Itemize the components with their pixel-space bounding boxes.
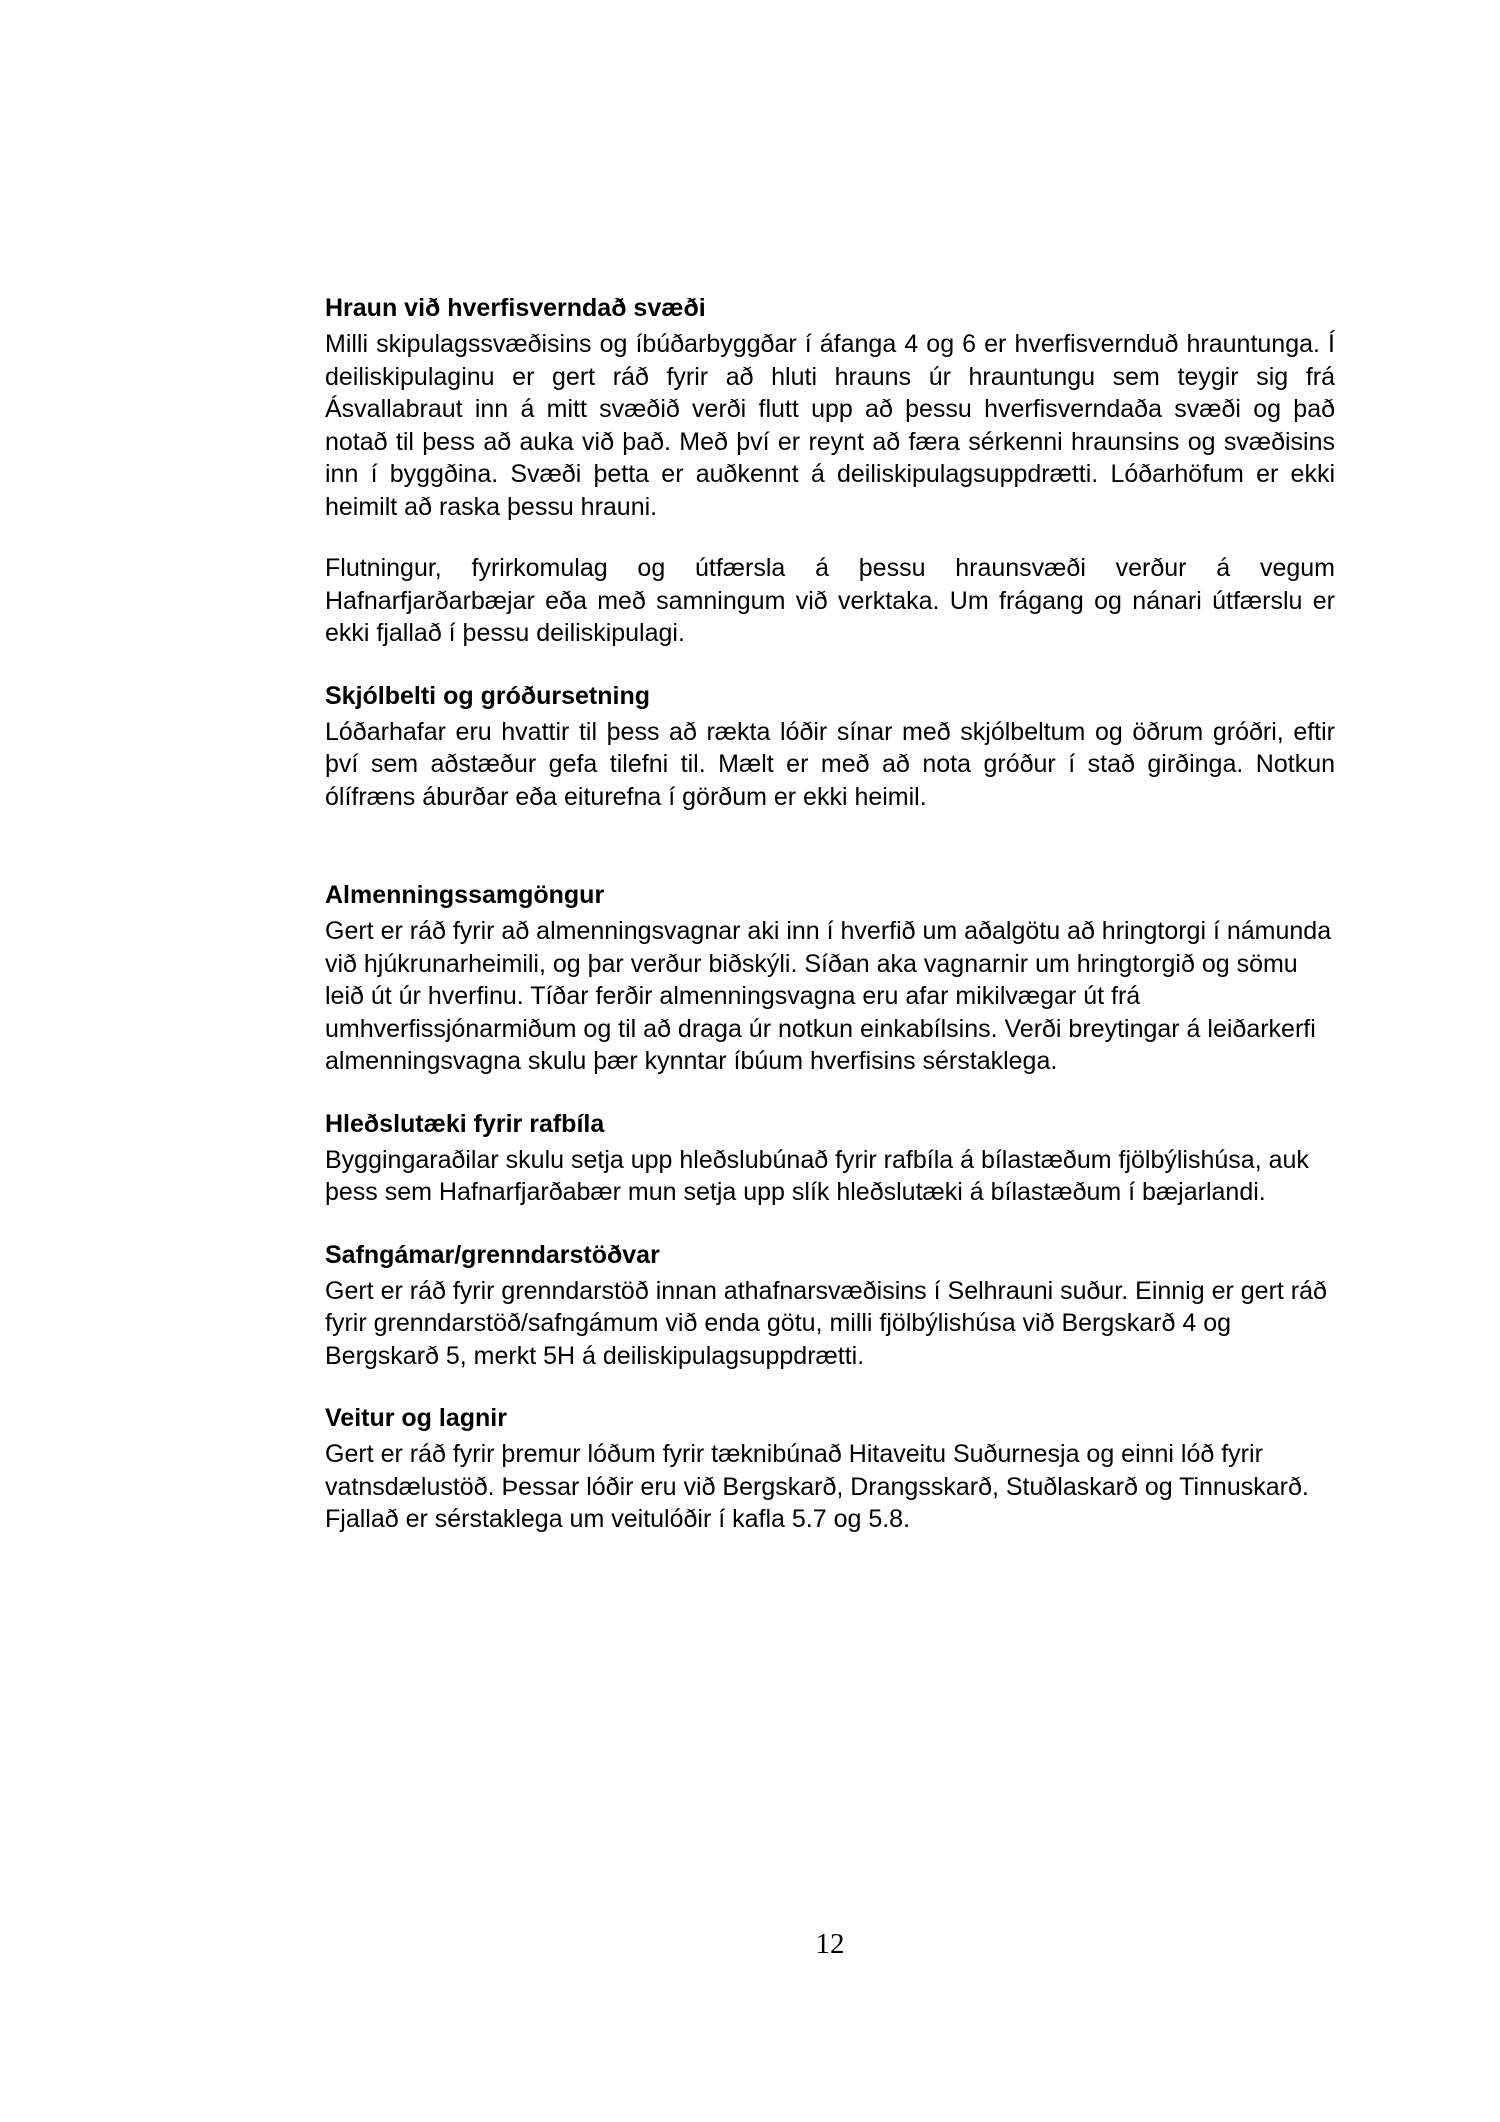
section-paragraph: Gert er ráð fyrir grenndarstöð innan athafnarsvæðisins í Selhrauni suður. Einnig er gert ráð fyrir grenndarstöð/safngámum við enda götu, milli fjölbýlishúsa við Bergskarð 4 og Bergskarð 5, merkt 5H á deiliskipulagsuppdrætti.: [325, 1276, 1327, 1370]
section-heading: Hleðslutæki fyrir rafbíla: [325, 1109, 605, 1138]
section-heading: Hraun við hverfisverndað svæði: [325, 294, 706, 322]
section-hledslutaeki: [325, 1108, 1335, 1209]
page-number: 12: [815, 1928, 845, 1960]
section-paragraph: Byggingaraðilar skulu setja upp hleðslubúnað fyrir rafbíla á bílastæðum fjölbýlishúsa, auk þess sem Hafnarfjarðabær mun setja upp slík hleðslutæki á bílastæðum í bæjarlandi.: [325, 1145, 1309, 1206]
section-heading: Skjólbelti og gróðursetning: [325, 681, 650, 710]
section-paragraph: Gert er ráð fyrir að almenningsvagnar aki inn í hverfið um aðalgötu að hringtorgi í námunda við hjúkrunarheimili, og þar verður biðskýli. Síðan aka vagnarnir um hringtorgið og sömu leið út úr hverfinu. Tíðar ferðir almenningsvagna eru afar mikilvægar út frá umhverfissjónarmiðum og til að draga úr notkun einkabílsins. Verði breytingar á leiðarkerfi almenningsvagna skulu þær kynntar íbúum hverfisins sérstaklega.: [325, 917, 1332, 1075]
section-veitur: [325, 1402, 1335, 1536]
page-body: [325, 292, 1335, 1536]
section-safngamar: [325, 1239, 1335, 1373]
section-paragraph: Milli skipulagssvæðisins og íbúðarbyggðar í áfanga 4 og 6 er hverfisvernduð hrauntunga. Í deiliskipulaginu er gert ráð fyrir að hluti hrauns úr hrauntungu sem teygir sig frá Ásvallabraut inn á mitt svæðið verði flutt upp að þessu hverfisverndaða svæði og það notað til þess að auka við það. Með því er reynt að færa sérkenni hraunsins og svæðisins inn í byggðina. Svæði þetta er auðkennt á deiliskipulagsuppdrætti. Lóðarhöfum er ekki heimilt að raska þessu hrauni.: [325, 330, 1335, 521]
section-skjolbelti: [325, 680, 1335, 814]
section-paragraph: Flutningur, fyrirkomulag og útfærsla á þessu hraunsvæði verður á vegum Hafnarfjarðarbæjar eða með samningum við verktaka. Um frágang og nánari útfærslu er ekki fjallað í þessu deiliskipulagi.: [325, 554, 1335, 647]
section-almenningssamgongur: [325, 879, 1335, 1078]
section-paragraph: Gert er ráð fyrir þremur lóðum fyrir tæknibúnað Hitaveitu Suðurnesja og einni lóð fyrir vatnsdælustöð. Þessar lóðir eru við Bergskarð, Drangsskarð, Stuðlaskarð og Tinnuskarð. Fjallað er sérstaklega um veitulóðir í kafla 5.7 og 5.8.: [325, 1440, 1309, 1533]
section-heading: Veitur og lagnir: [325, 1404, 507, 1432]
section-heading: Almenningssamgöngur: [325, 881, 605, 909]
section-heading: Safngámar/grenndarstöðvar: [325, 1240, 660, 1269]
section-paragraph: Lóðarhafar eru hvattir til þess að rækta lóðir sínar með skjólbeltum og öðrum gróðri, eftir því sem aðstæður gefa tilefni til. Mælt er með að nota gróður í stað girðinga. Notkun ólífræns áburðar eða eiturefna í görðum er ekki heimil.: [325, 717, 1335, 811]
section-hraun: [325, 292, 1335, 650]
